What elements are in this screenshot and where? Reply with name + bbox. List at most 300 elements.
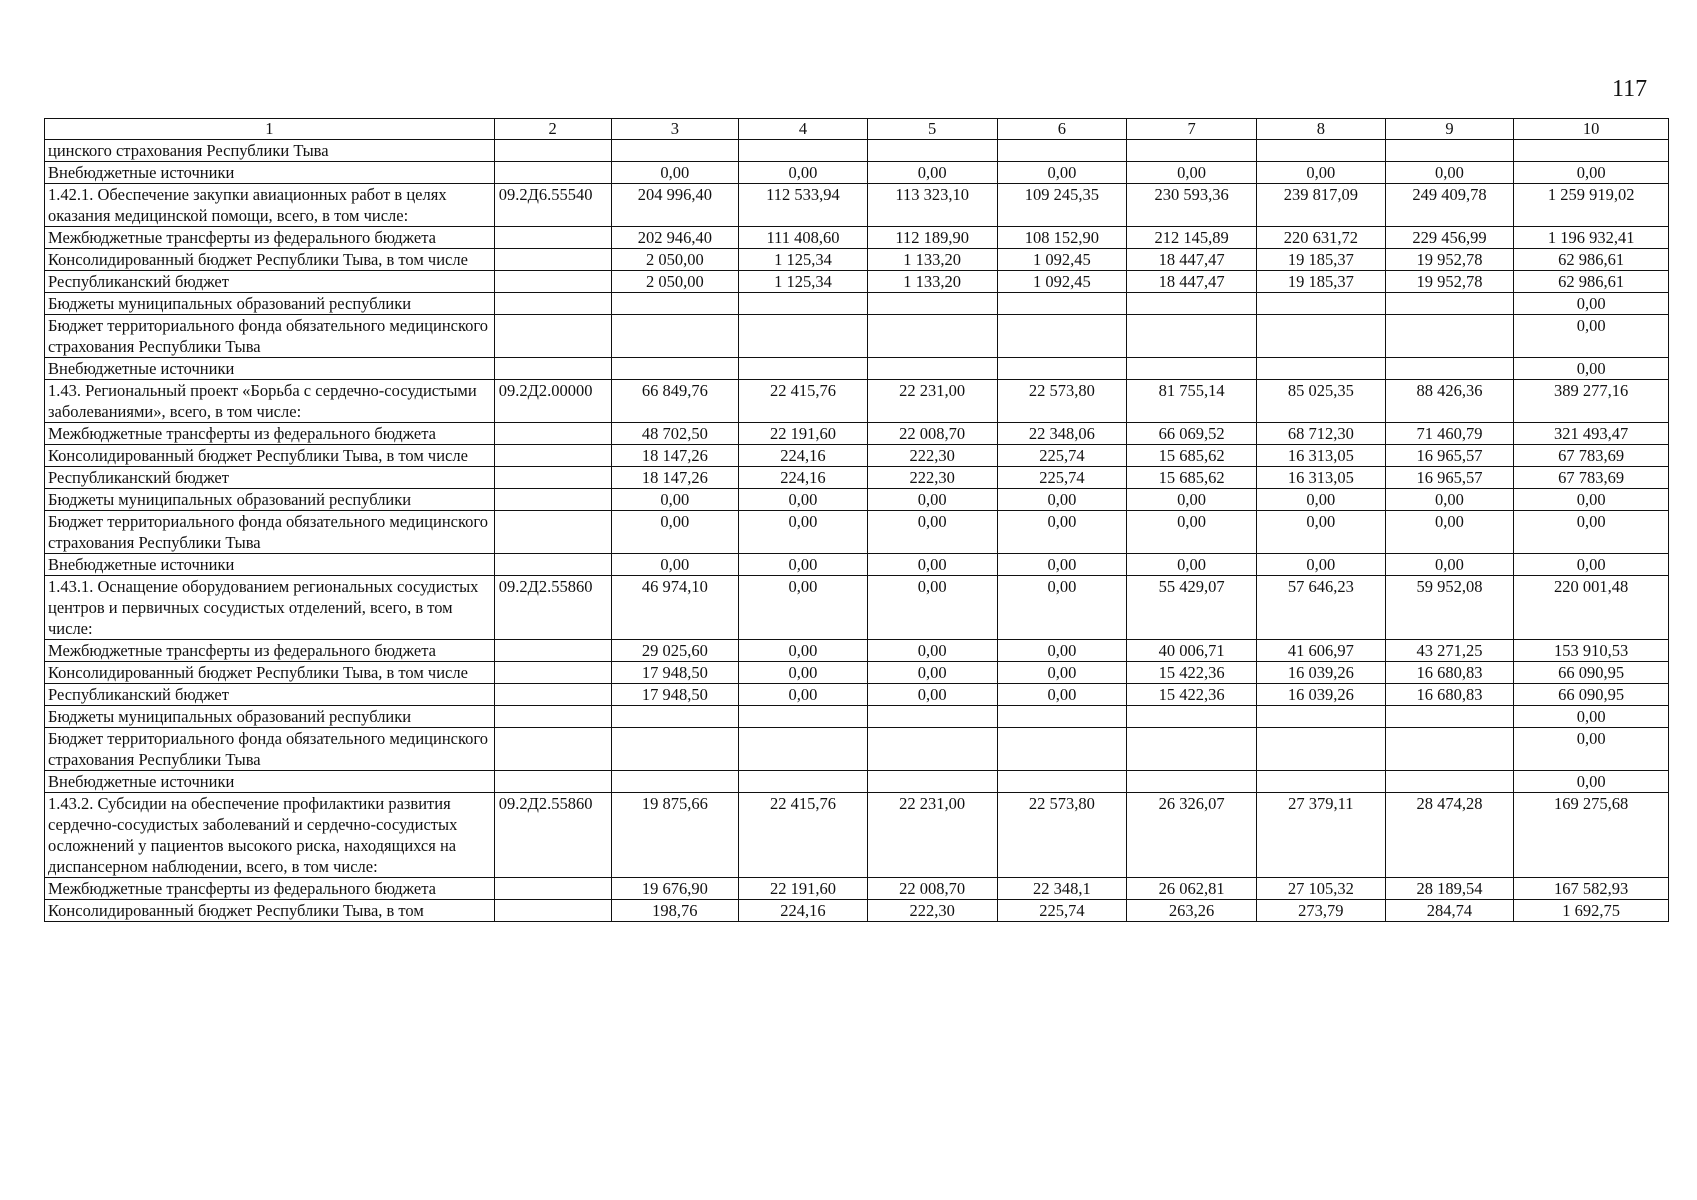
value-cell: 66 090,95 xyxy=(1514,684,1669,706)
value-cell: 0,00 xyxy=(1385,511,1514,554)
value-cell: 0,00 xyxy=(739,162,868,184)
value-cell: 27 379,11 xyxy=(1256,793,1385,878)
value-cell: 321 493,47 xyxy=(1514,423,1669,445)
row-code-cell xyxy=(494,140,611,162)
value-cell: 17 948,50 xyxy=(611,662,739,684)
value-cell: 15 422,36 xyxy=(1127,662,1257,684)
value-cell: 0,00 xyxy=(739,640,868,662)
row-code-cell: 09.2Д2.55860 xyxy=(494,793,611,878)
value-cell: 85 025,35 xyxy=(1256,380,1385,423)
table-row xyxy=(45,728,1669,771)
table-row xyxy=(45,445,1669,467)
value-cell: 22 191,60 xyxy=(739,423,868,445)
table-row xyxy=(45,771,1669,793)
row-name-cell: Внебюджетные источники xyxy=(45,358,495,380)
value-cell: 0,00 xyxy=(1514,293,1669,315)
row-name-cell: Внебюджетные источники xyxy=(45,554,495,576)
value-cell: 66 090,95 xyxy=(1514,662,1669,684)
value-cell: 22 231,00 xyxy=(867,380,997,423)
value-cell: 2 050,00 xyxy=(611,249,739,271)
value-cell: 27 105,32 xyxy=(1256,878,1385,900)
value-cell: 112 189,90 xyxy=(867,227,997,249)
value-cell: 19 952,78 xyxy=(1385,271,1514,293)
value-cell xyxy=(1514,140,1669,162)
page-number: 117 xyxy=(1612,76,1648,102)
value-cell: 212 145,89 xyxy=(1127,227,1257,249)
value-cell: 26 062,81 xyxy=(1127,878,1257,900)
value-cell xyxy=(997,358,1127,380)
row-name-cell: Внебюджетные источники xyxy=(45,771,495,793)
value-cell: 22 008,70 xyxy=(867,878,997,900)
value-cell: 222,30 xyxy=(867,900,997,922)
column-number: 8 xyxy=(1256,119,1385,140)
row-code-cell xyxy=(494,315,611,358)
value-cell xyxy=(739,771,868,793)
value-cell: 22 348,06 xyxy=(997,423,1127,445)
value-cell xyxy=(1385,315,1514,358)
value-cell: 18 147,26 xyxy=(611,445,739,467)
value-cell: 22 415,76 xyxy=(739,380,868,423)
value-cell: 0,00 xyxy=(1256,162,1385,184)
value-cell: 0,00 xyxy=(1256,554,1385,576)
value-cell: 55 429,07 xyxy=(1127,576,1257,640)
table-row xyxy=(45,662,1669,684)
value-cell xyxy=(867,728,997,771)
value-cell: 0,00 xyxy=(997,684,1127,706)
row-name-cell: Консолидированный бюджет Республики Тыва, в том числе xyxy=(45,445,495,467)
value-cell: 48 702,50 xyxy=(611,423,739,445)
value-cell xyxy=(997,140,1127,162)
row-code-cell xyxy=(494,445,611,467)
value-cell: 26 326,07 xyxy=(1127,793,1257,878)
value-cell: 113 323,10 xyxy=(867,184,997,227)
value-cell: 230 593,36 xyxy=(1127,184,1257,227)
value-cell: 66 069,52 xyxy=(1127,423,1257,445)
row-name-cell: Межбюджетные трансферты из федерального бюджета xyxy=(45,423,495,445)
column-number: 10 xyxy=(1514,119,1669,140)
table-row xyxy=(45,423,1669,445)
value-cell: 0,00 xyxy=(1514,511,1669,554)
value-cell: 0,00 xyxy=(739,684,868,706)
value-cell: 225,74 xyxy=(997,900,1127,922)
value-cell: 284,74 xyxy=(1385,900,1514,922)
value-cell: 22 008,70 xyxy=(867,423,997,445)
value-cell: 0,00 xyxy=(997,554,1127,576)
row-name-cell: цинского страхования Республики Тыва xyxy=(45,140,495,162)
row-name-cell: Межбюджетные трансферты из федерального бюджета xyxy=(45,227,495,249)
value-cell: 0,00 xyxy=(1514,489,1669,511)
value-cell: 22 415,76 xyxy=(739,793,868,878)
value-cell xyxy=(867,706,997,728)
value-cell: 0,00 xyxy=(1127,162,1257,184)
value-cell: 263,26 xyxy=(1127,900,1257,922)
value-cell xyxy=(739,728,868,771)
value-cell: 222,30 xyxy=(867,445,997,467)
row-name-cell: 1.42.1. Обеспечение закупки авиационных работ в целях оказания медицинской помощи, всего, в том числе: xyxy=(45,184,495,227)
value-cell: 19 185,37 xyxy=(1256,271,1385,293)
value-cell: 57 646,23 xyxy=(1256,576,1385,640)
column-number: 5 xyxy=(867,119,997,140)
value-cell: 88 426,36 xyxy=(1385,380,1514,423)
row-code-cell xyxy=(494,489,611,511)
value-cell xyxy=(867,293,997,315)
row-name-cell: Бюджеты муниципальных образований республики xyxy=(45,706,495,728)
value-cell: 198,76 xyxy=(611,900,739,922)
value-cell: 222,30 xyxy=(867,467,997,489)
value-cell: 1 259 919,02 xyxy=(1514,184,1669,227)
row-code-cell xyxy=(494,249,611,271)
value-cell xyxy=(611,315,739,358)
value-cell: 153 910,53 xyxy=(1514,640,1669,662)
value-cell xyxy=(1127,315,1257,358)
row-name-cell: Республиканский бюджет xyxy=(45,467,495,489)
value-cell: 16 313,05 xyxy=(1256,445,1385,467)
value-cell xyxy=(997,315,1127,358)
value-cell: 1 092,45 xyxy=(997,271,1127,293)
value-cell: 1 092,45 xyxy=(997,249,1127,271)
value-cell: 0,00 xyxy=(611,511,739,554)
value-cell xyxy=(1385,140,1514,162)
value-cell: 273,79 xyxy=(1256,900,1385,922)
value-cell: 0,00 xyxy=(739,554,868,576)
column-number: 3 xyxy=(611,119,739,140)
column-number: 9 xyxy=(1385,119,1514,140)
row-code-cell: 09.2Д2.00000 xyxy=(494,380,611,423)
value-cell: 66 849,76 xyxy=(611,380,739,423)
value-cell: 0,00 xyxy=(867,554,997,576)
value-cell: 0,00 xyxy=(867,662,997,684)
table-row xyxy=(45,293,1669,315)
table-row xyxy=(45,900,1669,922)
value-cell: 67 783,69 xyxy=(1514,445,1669,467)
value-cell: 29 025,60 xyxy=(611,640,739,662)
value-cell: 28 474,28 xyxy=(1385,793,1514,878)
row-code-cell xyxy=(494,271,611,293)
value-cell: 239 817,09 xyxy=(1256,184,1385,227)
value-cell: 0,00 xyxy=(997,576,1127,640)
row-code-cell xyxy=(494,640,611,662)
value-cell: 1 133,20 xyxy=(867,249,997,271)
value-cell: 0,00 xyxy=(739,576,868,640)
value-cell: 40 006,71 xyxy=(1127,640,1257,662)
column-number: 2 xyxy=(494,119,611,140)
row-code-cell xyxy=(494,511,611,554)
value-cell: 68 712,30 xyxy=(1256,423,1385,445)
value-cell xyxy=(1256,140,1385,162)
value-cell: 204 996,40 xyxy=(611,184,739,227)
value-cell xyxy=(611,728,739,771)
column-number: 1 xyxy=(45,119,495,140)
value-cell xyxy=(611,358,739,380)
value-cell: 0,00 xyxy=(1127,554,1257,576)
value-cell: 109 245,35 xyxy=(997,184,1127,227)
value-cell: 16 965,57 xyxy=(1385,445,1514,467)
value-cell: 225,74 xyxy=(997,445,1127,467)
value-cell: 224,16 xyxy=(739,445,868,467)
value-cell: 22 191,60 xyxy=(739,878,868,900)
value-cell: 22 348,1 xyxy=(997,878,1127,900)
row-code-cell xyxy=(494,467,611,489)
value-cell: 0,00 xyxy=(867,576,997,640)
row-name-cell: Внебюджетные источники xyxy=(45,162,495,184)
value-cell xyxy=(739,140,868,162)
table-row xyxy=(45,162,1669,184)
row-name-cell: Бюджеты муниципальных образований республики xyxy=(45,489,495,511)
value-cell: 0,00 xyxy=(867,489,997,511)
value-cell: 0,00 xyxy=(1514,771,1669,793)
row-name-cell: Республиканский бюджет xyxy=(45,684,495,706)
table-row xyxy=(45,684,1669,706)
table-row xyxy=(45,793,1669,878)
table-row xyxy=(45,227,1669,249)
row-code-cell xyxy=(494,771,611,793)
value-cell xyxy=(611,706,739,728)
table-row xyxy=(45,467,1669,489)
table-row xyxy=(45,271,1669,293)
row-code-cell xyxy=(494,684,611,706)
value-cell xyxy=(1127,771,1257,793)
row-code-cell xyxy=(494,227,611,249)
value-cell xyxy=(1256,358,1385,380)
value-cell xyxy=(997,706,1127,728)
value-cell xyxy=(1256,315,1385,358)
value-cell xyxy=(1385,706,1514,728)
value-cell: 0,00 xyxy=(1385,554,1514,576)
value-cell: 220 631,72 xyxy=(1256,227,1385,249)
value-cell: 46 974,10 xyxy=(611,576,739,640)
row-code-cell xyxy=(494,662,611,684)
value-cell xyxy=(1127,728,1257,771)
value-cell: 0,00 xyxy=(739,489,868,511)
value-cell: 15 685,62 xyxy=(1127,467,1257,489)
value-cell: 0,00 xyxy=(997,489,1127,511)
value-cell xyxy=(1256,728,1385,771)
table-row xyxy=(45,706,1669,728)
value-cell: 224,16 xyxy=(739,467,868,489)
table-row xyxy=(45,878,1669,900)
row-name-cell: Консолидированный бюджет Республики Тыва, в том числе xyxy=(45,249,495,271)
value-cell: 0,00 xyxy=(1385,489,1514,511)
value-cell xyxy=(1127,358,1257,380)
value-cell xyxy=(997,293,1127,315)
value-cell: 0,00 xyxy=(1127,489,1257,511)
column-number: 7 xyxy=(1127,119,1257,140)
value-cell xyxy=(867,140,997,162)
value-cell: 0,00 xyxy=(997,162,1127,184)
value-cell: 112 533,94 xyxy=(739,184,868,227)
value-cell: 67 783,69 xyxy=(1514,467,1669,489)
row-name-cell: 1.43.2. Субсидии на обеспечение профилактики развития сердечно-сосудистых заболеваний и сердечно-сосудистых осложнений у пациентов высокого риска, находящихся на диспансерном наблюдении, всего, в том числе: xyxy=(45,793,495,878)
row-code-cell: 09.2Д6.55540 xyxy=(494,184,611,227)
value-cell: 18 447,47 xyxy=(1127,271,1257,293)
row-code-cell xyxy=(494,706,611,728)
value-cell: 167 582,93 xyxy=(1514,878,1669,900)
value-cell: 0,00 xyxy=(867,684,997,706)
value-cell xyxy=(611,771,739,793)
value-cell xyxy=(611,293,739,315)
value-cell: 1 125,34 xyxy=(739,249,868,271)
value-cell: 202 946,40 xyxy=(611,227,739,249)
value-cell xyxy=(997,728,1127,771)
row-code-cell xyxy=(494,728,611,771)
value-cell: 220 001,48 xyxy=(1514,576,1669,640)
column-number-row xyxy=(45,119,1669,140)
value-cell: 0,00 xyxy=(1514,554,1669,576)
value-cell xyxy=(1127,706,1257,728)
value-cell: 1 692,75 xyxy=(1514,900,1669,922)
row-name-cell: Бюджет территориального фонда обязательного медицинского страхования Республики Тыва xyxy=(45,315,495,358)
value-cell xyxy=(867,771,997,793)
value-cell xyxy=(739,706,868,728)
value-cell: 16 965,57 xyxy=(1385,467,1514,489)
table-row xyxy=(45,315,1669,358)
row-code-cell xyxy=(494,358,611,380)
value-cell: 81 755,14 xyxy=(1127,380,1257,423)
table-row xyxy=(45,489,1669,511)
value-cell xyxy=(1385,728,1514,771)
value-cell: 111 408,60 xyxy=(739,227,868,249)
value-cell: 1 133,20 xyxy=(867,271,997,293)
column-number: 4 xyxy=(739,119,868,140)
value-cell xyxy=(739,293,868,315)
value-cell: 71 460,79 xyxy=(1385,423,1514,445)
value-cell: 15 422,36 xyxy=(1127,684,1257,706)
value-cell: 0,00 xyxy=(1514,706,1669,728)
row-name-cell: Бюджет территориального фонда обязательного медицинского страхования Республики Тыва xyxy=(45,511,495,554)
value-cell: 16 039,26 xyxy=(1256,684,1385,706)
value-cell: 1 125,34 xyxy=(739,271,868,293)
value-cell: 249 409,78 xyxy=(1385,184,1514,227)
value-cell: 18 147,26 xyxy=(611,467,739,489)
value-cell: 62 986,61 xyxy=(1514,271,1669,293)
value-cell xyxy=(1256,771,1385,793)
value-cell: 0,00 xyxy=(611,162,739,184)
value-cell: 0,00 xyxy=(1256,511,1385,554)
table-row xyxy=(45,140,1669,162)
row-code-cell xyxy=(494,554,611,576)
value-cell: 15 685,62 xyxy=(1127,445,1257,467)
value-cell: 16 680,83 xyxy=(1385,662,1514,684)
table-row xyxy=(45,640,1669,662)
value-cell xyxy=(611,140,739,162)
value-cell xyxy=(739,358,868,380)
value-cell: 17 948,50 xyxy=(611,684,739,706)
value-cell xyxy=(1385,358,1514,380)
value-cell: 0,00 xyxy=(867,511,997,554)
value-cell: 16 313,05 xyxy=(1256,467,1385,489)
table-row xyxy=(45,576,1669,640)
value-cell xyxy=(867,358,997,380)
value-cell: 0,00 xyxy=(1514,315,1669,358)
table-row xyxy=(45,380,1669,423)
value-cell: 229 456,99 xyxy=(1385,227,1514,249)
value-cell: 19 952,78 xyxy=(1385,249,1514,271)
value-cell xyxy=(1385,293,1514,315)
table-row xyxy=(45,554,1669,576)
value-cell: 389 277,16 xyxy=(1514,380,1669,423)
value-cell: 41 606,97 xyxy=(1256,640,1385,662)
value-cell: 22 231,00 xyxy=(867,793,997,878)
value-cell: 225,74 xyxy=(997,467,1127,489)
value-cell xyxy=(867,315,997,358)
column-number: 6 xyxy=(997,119,1127,140)
value-cell: 16 039,26 xyxy=(1256,662,1385,684)
value-cell: 0,00 xyxy=(611,554,739,576)
row-name-cell: Консолидированный бюджет Республики Тыва, в том числе xyxy=(45,662,495,684)
value-cell: 0,00 xyxy=(1514,358,1669,380)
value-cell: 0,00 xyxy=(867,640,997,662)
value-cell: 108 152,90 xyxy=(997,227,1127,249)
value-cell xyxy=(1385,771,1514,793)
row-name-cell: Бюджет территориального фонда обязательного медицинского страхования Республики Тыва xyxy=(45,728,495,771)
value-cell: 0,00 xyxy=(739,511,868,554)
row-name-cell: Межбюджетные трансферты из федерального бюджета xyxy=(45,878,495,900)
row-name-cell: 1.43.1. Оснащение оборудованием региональных сосудистых центров и первичных сосудистых отделений, всего, в том числе: xyxy=(45,576,495,640)
value-cell xyxy=(1127,293,1257,315)
value-cell: 0,00 xyxy=(1514,728,1669,771)
value-cell: 224,16 xyxy=(739,900,868,922)
value-cell: 0,00 xyxy=(997,511,1127,554)
value-cell xyxy=(1256,293,1385,315)
budget-table xyxy=(44,118,1669,922)
row-name-cell: 1.43. Региональный проект «Борьба с сердечно-сосудистыми заболеваниями», всего, в том числе: xyxy=(45,380,495,423)
value-cell: 59 952,08 xyxy=(1385,576,1514,640)
table-row xyxy=(45,358,1669,380)
value-cell: 16 680,83 xyxy=(1385,684,1514,706)
value-cell: 0,00 xyxy=(1514,162,1669,184)
row-name-cell: Республиканский бюджет xyxy=(45,271,495,293)
value-cell: 22 573,80 xyxy=(997,793,1127,878)
value-cell: 19 676,90 xyxy=(611,878,739,900)
value-cell: 43 271,25 xyxy=(1385,640,1514,662)
value-cell: 62 986,61 xyxy=(1514,249,1669,271)
value-cell: 0,00 xyxy=(997,640,1127,662)
row-code-cell xyxy=(494,878,611,900)
row-code-cell: 09.2Д2.55860 xyxy=(494,576,611,640)
value-cell: 1 196 932,41 xyxy=(1514,227,1669,249)
value-cell: 18 447,47 xyxy=(1127,249,1257,271)
table-row xyxy=(45,249,1669,271)
value-cell: 19 185,37 xyxy=(1256,249,1385,271)
row-code-cell xyxy=(494,423,611,445)
table-row xyxy=(45,511,1669,554)
row-name-cell: Бюджеты муниципальных образований республики xyxy=(45,293,495,315)
value-cell xyxy=(997,771,1127,793)
value-cell: 0,00 xyxy=(611,489,739,511)
row-name-cell: Межбюджетные трансферты из федерального бюджета xyxy=(45,640,495,662)
value-cell: 0,00 xyxy=(739,662,868,684)
value-cell: 0,00 xyxy=(1385,162,1514,184)
value-cell: 22 573,80 xyxy=(997,380,1127,423)
value-cell: 2 050,00 xyxy=(611,271,739,293)
value-cell: 19 875,66 xyxy=(611,793,739,878)
value-cell: 0,00 xyxy=(1256,489,1385,511)
value-cell: 169 275,68 xyxy=(1514,793,1669,878)
value-cell: 0,00 xyxy=(1127,511,1257,554)
table-body xyxy=(45,119,1669,922)
value-cell: 28 189,54 xyxy=(1385,878,1514,900)
value-cell xyxy=(1127,140,1257,162)
row-code-cell xyxy=(494,162,611,184)
row-code-cell xyxy=(494,293,611,315)
value-cell xyxy=(739,315,868,358)
row-code-cell xyxy=(494,900,611,922)
table-row xyxy=(45,184,1669,227)
value-cell xyxy=(1256,706,1385,728)
row-name-cell: Консолидированный бюджет Республики Тыва, в том xyxy=(45,900,495,922)
value-cell: 0,00 xyxy=(997,662,1127,684)
value-cell: 0,00 xyxy=(867,162,997,184)
